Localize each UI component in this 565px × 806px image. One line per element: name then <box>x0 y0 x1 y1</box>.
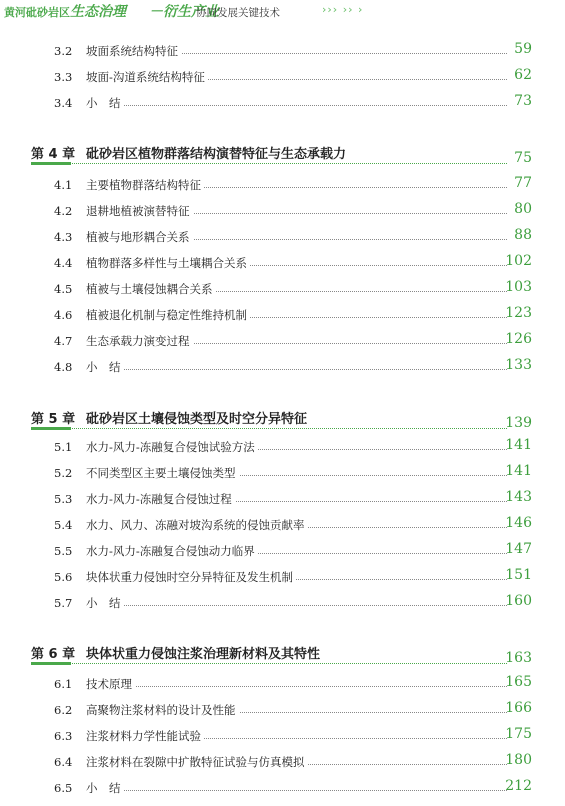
toc-section[interactable] <box>0 226 565 248</box>
page-number: 123 <box>505 305 532 321</box>
page-number: 88 <box>514 227 532 243</box>
section-title: 块体状重力侵蚀时空分异特征及发生机制 <box>86 569 296 585</box>
page-number: 160 <box>505 593 532 609</box>
section-number: 6.2 <box>54 703 73 717</box>
section-number: 6.5 <box>54 781 73 795</box>
page-number: 103 <box>505 279 532 295</box>
header-arrows-icon: ››› ›› › <box>322 3 364 16</box>
section-number: 5.2 <box>54 466 73 480</box>
section-title: 坡面系统结构特征 <box>86 43 181 59</box>
page-number: 151 <box>505 567 532 583</box>
running-header <box>0 0 565 24</box>
chapter-underline <box>31 662 71 665</box>
leader-dots <box>100 686 507 687</box>
toc-section[interactable] <box>0 92 565 114</box>
section-title: 水力-风力-冻融复合侵蚀动力临界 <box>86 543 258 559</box>
chapter-underline <box>31 427 71 430</box>
section-title: 注浆材料在裂隙中扩散特征试验与仿真模拟 <box>86 754 308 770</box>
toc-section[interactable] <box>0 592 565 614</box>
section-number: 6.1 <box>54 677 73 691</box>
chapter-number: 第 6 章 <box>31 647 76 662</box>
section-number: 5.1 <box>54 440 73 454</box>
section-title: 水力-风力-冻融复合侵蚀过程 <box>86 491 235 507</box>
page-number: 80 <box>514 201 532 217</box>
toc-section[interactable] <box>0 566 565 588</box>
toc-section[interactable] <box>0 356 565 378</box>
leader-dots <box>72 163 507 164</box>
section-number: 3.2 <box>54 44 73 58</box>
toc-section[interactable] <box>0 252 565 274</box>
toc-chapter[interactable] <box>0 405 565 435</box>
section-number: 4.3 <box>54 230 73 244</box>
section-title: 小 结 <box>86 359 124 375</box>
chapter-title: 块体状重力侵蚀注浆治理新材料及其特性 <box>86 647 321 662</box>
leader-dots <box>72 663 507 664</box>
section-number: 5.5 <box>54 544 73 558</box>
page-number: 180 <box>505 752 532 768</box>
toc-section[interactable] <box>0 278 565 300</box>
section-title: 坡面-沟道系统结构特征 <box>86 69 208 85</box>
toc-section[interactable] <box>0 514 565 536</box>
toc-section[interactable] <box>0 699 565 721</box>
header-book-industry: －衍生产业 <box>149 4 219 20</box>
section-number: 4.7 <box>54 334 73 348</box>
section-number: 4.2 <box>54 204 73 218</box>
toc-chapter[interactable] <box>0 140 565 170</box>
section-title: 植被与地形耦合关系 <box>86 229 193 245</box>
page-number: 166 <box>505 700 532 716</box>
section-title: 植被与土壤侵蚀耦合关系 <box>86 281 216 297</box>
toc-section[interactable] <box>0 540 565 562</box>
chapter-number: 第 4 章 <box>31 147 76 162</box>
chapter-underline <box>31 162 71 165</box>
toc-section[interactable] <box>0 330 565 352</box>
toc-section[interactable] <box>0 436 565 458</box>
section-title: 小 结 <box>86 780 124 796</box>
page-number: 126 <box>505 331 532 347</box>
leader-dots <box>100 790 507 791</box>
section-number: 5.3 <box>54 492 73 506</box>
section-number: 6.3 <box>54 729 73 743</box>
section-title: 植被退化机制与稳定性维持机制 <box>86 307 250 323</box>
page-number: 139 <box>505 415 532 431</box>
page-number: 62 <box>514 67 532 83</box>
toc-section[interactable] <box>0 488 565 510</box>
section-title: 高聚物注浆材料的设计及性能 <box>86 702 239 718</box>
toc-section[interactable] <box>0 304 565 326</box>
section-title: 退耕地植被演替特征 <box>86 203 193 219</box>
section-number: 4.5 <box>54 282 73 296</box>
section-number: 3.3 <box>54 70 73 84</box>
header-book-eco: 生态治理 <box>70 4 126 20</box>
section-title: 植物群落多样性与土壤耦合关系 <box>86 255 250 271</box>
section-number: 4.8 <box>54 360 73 374</box>
leader-dots <box>72 428 507 429</box>
header-book-region: 黄河砒砂岩区 <box>4 6 70 19</box>
toc-section[interactable] <box>0 462 565 484</box>
leader-dots <box>100 369 507 370</box>
chapter-title: 砒砂岩区植物群落结构演替特征与生态承载力 <box>86 147 347 162</box>
page-number: 102 <box>505 253 532 269</box>
section-title: 水力、风力、冻融对坡沟系统的侵蚀贡献率 <box>86 517 308 533</box>
page-number: 77 <box>514 175 532 191</box>
page-number: 143 <box>505 489 532 505</box>
page-number: 147 <box>505 541 532 557</box>
toc-section[interactable] <box>0 66 565 88</box>
page-number: 133 <box>505 357 532 373</box>
toc-section[interactable] <box>0 200 565 222</box>
toc-section[interactable] <box>0 174 565 196</box>
section-title: 主要植物群落结构特征 <box>86 177 204 193</box>
chapter-title: 砒砂岩区土壤侵蚀类型及时空分异特征 <box>86 412 308 427</box>
page-number: 146 <box>505 515 532 531</box>
section-number: 4.1 <box>54 178 73 192</box>
toc-section[interactable] <box>0 673 565 695</box>
section-number: 4.6 <box>54 308 73 322</box>
page-number: 75 <box>514 150 532 166</box>
section-number: 5.6 <box>54 570 73 584</box>
section-title: 注浆材料力学性能试验 <box>86 728 204 744</box>
toc-section[interactable] <box>0 777 565 799</box>
section-number: 3.4 <box>54 96 73 110</box>
section-number: 5.4 <box>54 518 73 532</box>
toc-chapter[interactable] <box>0 640 565 670</box>
toc-section[interactable] <box>0 725 565 747</box>
section-title: 生态承载力演变过程 <box>86 333 193 349</box>
section-number: 5.7 <box>54 596 73 610</box>
page-number: 165 <box>505 674 532 690</box>
page-number: 175 <box>505 726 532 742</box>
chapter-number: 第 5 章 <box>31 412 76 427</box>
section-title: 小 结 <box>86 95 124 111</box>
page-number: 73 <box>514 93 532 109</box>
page-number: 212 <box>505 778 532 794</box>
toc-section[interactable] <box>0 40 565 62</box>
toc-section[interactable] <box>0 751 565 773</box>
section-number: 6.4 <box>54 755 73 769</box>
section-title: 水力-风力-冻融复合侵蚀试验方法 <box>86 439 258 455</box>
page-number: 141 <box>505 437 532 453</box>
section-number: 4.4 <box>54 256 73 270</box>
page-number: 59 <box>514 41 532 57</box>
section-title: 小 结 <box>86 595 124 611</box>
section-title: 不同类型区主要土壤侵蚀类型 <box>86 465 239 481</box>
header-book-subtitle: 协同发展关键技术 <box>196 7 280 19</box>
page-number: 141 <box>505 463 532 479</box>
section-title: 技术原理 <box>86 676 135 692</box>
leader-dots <box>100 605 507 606</box>
leader-dots <box>100 105 507 106</box>
page-number: 163 <box>505 650 532 666</box>
